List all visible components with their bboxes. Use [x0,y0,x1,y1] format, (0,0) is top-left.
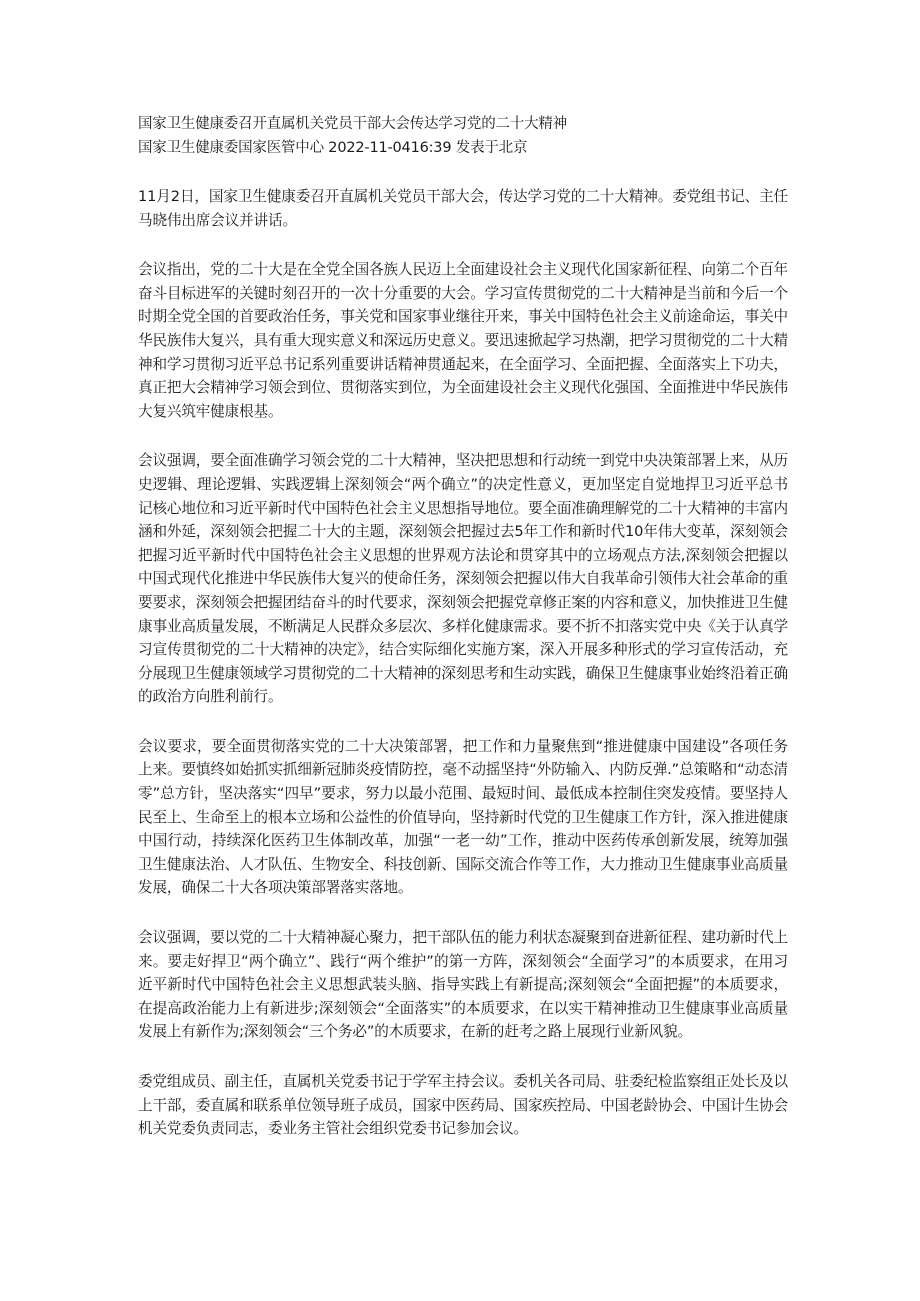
article-title: 国家卫生健康委召开直属机关党员干部大会传达学习党的二十大精神 [138,116,567,132]
paragraph-1: 11月2日，国家卫生健康委召开直属机关党员干部大会，传达学习党的二十大精神。委党组书记、主任马晓伟出席会议并讲话。 [138,188,788,229]
paragraph-6: 委党组成员、副主任，直属机关党委书记于学军主持会议。委机关各司局、驻委纪检监察组正处长及以上干部，委直属和联系单位领导班子成员，国家中医药局、国家疾控局、中国老龄协会、中国计生协会机关党委负责同志，委业务主管社会组织党委书记参加会议。 [138,1073,788,1138]
paragraph-5: 会议强调，要以党的二十大精神凝心聚力，把干部队伍的能力利状态凝聚到奋进新征程、建功新时代上来。要走好捍卫“两个确立”、践行“两个维护”的第一方阵，深刻领会“全面学习”的本质要求，在用习近平新时代中国特色社会主义思想武装头脑、指导实践上有新提高;深刻领会“全面把握”的本质要求，在提高政治能力上有新进步;深刻领会“全面落实”的本质要求，在以实干精神推动卫生健康事业高质量发展上有新作为;深刻领会“三个务必”的木质要求，在新的赶考之路上展现行业新风貌。 [138,929,788,1041]
paragraph-4: 会议要求，要全面贯彻落实党的二十大决策部署，把工作和力量聚焦到“推进健康中国建设”各项任务上来。要慎终如始抓实抓细新冠肺炎疫情防控，毫不动摇坚持“外防输入、内防反弹.”总策略和“动态清零”总方针，坚决落实“四早”要求，努力以最小范围、最短时间、最低成本控制住突发疫情。要坚持人民至上、生命至上的根本立场和公益性的价值导向，坚持新时代党的卫生健康工作方针，深入推进健康中国行动，持续深化医药卫生体制改革，加强“一老一幼”工作，推动中医药传承创新发展，统筹加强卫生健康法治、人才队伍、生物安全、科技创新、国际交流合作等工作，大力推动卫生健康事业高质量发展，确保二十大各项决策部署落实落地。 [138,737,788,897]
paragraph-3: 会议强调，要全面准确学习领会党的二十大精神，坚决把思想和行动统一到党中央决策部署上来，从历史逻辑、理论逻辑、实践逻辑上深刻领会“两个确立”的决定性意义，更加坚定自觉地捍卫习近平总书记核心地位和习近平新时代中国特色社会主义思想指导地位。要全面准确理解党的二十大精神的丰富内涵和外延，深刻领会把握二十大的主题，深刻领会把握过去5年工作和新时代10年伟大变革，深刻领会把握习近平新时代中国特色社会主义思想的世界观方法论和贯穿其中的立场观点方法,深刻领会把握以中国式现代化推进中华民族伟大复兴的使命任务，深刻领会把握以伟大自我革命引领伟大社会革命的重要要求，深刻领会把握团结奋斗的时代要求，深刻领会把握党章修正案的内容和意义，加快推进卫生健康事业高质量发展，不断满足人民群众多层次、多样化健康需求。要不折不扣落实党中央《关于认真学习宣传贯彻党的二十大精神的决定》，结合实际细化实施方案，深入开展多种形式的学习宣传活动，充分展现卫生健康领域学习贯彻党的二十大精神的深刻思考和生动实践，确保卫生健康事业始终沿着正确的政治方向胜利前行。 [138,452,788,706]
article [138,112,788,1141]
paragraph-2: 会议指出，党的二十大是在全党全国各族人民迈上全面建设社会主义现代化国家新征程、向第二个百年奋斗目标进军的关键时刻召开的一次十分重要的大会。学习宣传贯彻党的二十大精神是当前和今后一个时期全党全国的首要政治任务，事关党和国家事业继往开来，事关中国特色社会主义前途命运，事关中华民族伟大复兴，具有重大现实意义和深远历史意义。要迅速掀起学习热潮，把学习贯彻党的二十大精神和学习贯彻习近平总书记系列重要讲话精神贯通起来，在全面学习、全面把握、全面落实上下功夫，真正把大会精神学习领会到位、贯彻落实到位，为全面建设社会主义现代化强国、全面推进中华民族伟大复兴筑牢健康根基。 [138,261,788,420]
article-byline: 国家卫生健康委国家医管中心 2022-11-0416:39 发表于北京 [138,140,528,156]
